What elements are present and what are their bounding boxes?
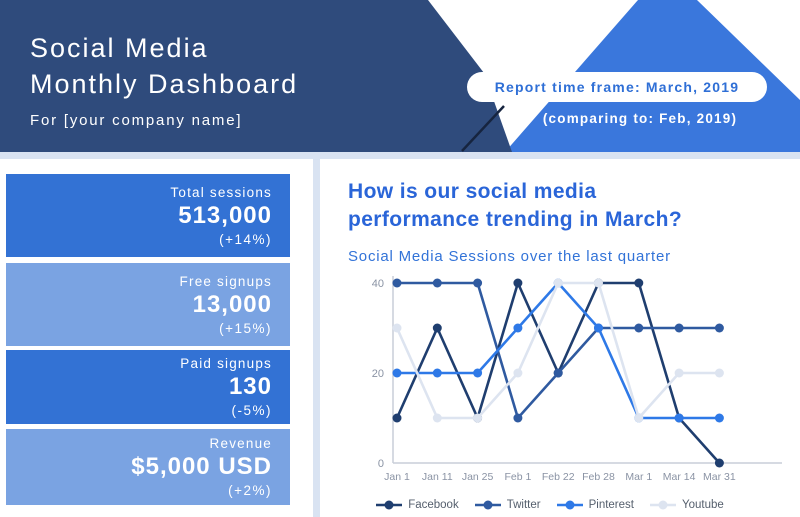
data-point-pinterest [513, 324, 522, 333]
y-tick-label: 20 [371, 368, 384, 380]
legend-item-youtube [650, 499, 724, 511]
stat-card-revenue [6, 429, 290, 505]
data-point-youtube [594, 279, 603, 288]
legend-item-facebook [376, 499, 459, 511]
data-point-youtube [554, 279, 563, 288]
data-point-twitter [513, 414, 522, 423]
title-line-1: Social Media [30, 33, 209, 63]
x-tick-label: Mar 14 [662, 471, 696, 483]
y-tick-label: 0 [377, 458, 384, 470]
page-title [30, 30, 298, 102]
series-line-youtube [397, 283, 719, 418]
data-point-twitter [473, 279, 482, 288]
stat-change: (-5%) [231, 403, 272, 418]
data-point-pinterest [473, 369, 482, 378]
chart-canvas [348, 268, 792, 492]
data-point-twitter [393, 279, 402, 288]
chart-title: Social Media Sessions over the last quarter [348, 248, 671, 265]
company-placeholder: For [your company name] [30, 112, 243, 129]
legend-marker-facebook-icon [376, 500, 402, 510]
stat-change: (+14%) [219, 231, 272, 247]
data-point-pinterest [433, 369, 442, 378]
data-point-facebook [634, 279, 643, 288]
data-point-facebook [393, 414, 402, 423]
x-tick-label: Mar 31 [703, 471, 736, 483]
data-point-youtube [634, 414, 643, 423]
sessions-line-chart [348, 268, 792, 514]
vertical-divider [313, 159, 320, 517]
data-point-youtube [715, 369, 724, 378]
data-point-pinterest [715, 414, 724, 423]
legend-item-pinterest [557, 499, 634, 511]
stat-change: (+15%) [219, 320, 272, 336]
stat-label: Total sessions [170, 184, 272, 200]
x-tick-label: Feb 1 [504, 471, 532, 483]
chart-legend [348, 499, 752, 511]
legend-marker-pinterest-icon [557, 500, 583, 510]
legend-label: Pinterest [588, 499, 634, 511]
header [0, 0, 800, 152]
x-tick-label: Mar 1 [625, 471, 653, 483]
legend-label: Facebook [408, 499, 459, 511]
data-point-youtube [393, 324, 402, 333]
series-line-pinterest [397, 283, 719, 418]
data-point-twitter [554, 369, 563, 378]
data-point-youtube [473, 414, 482, 423]
data-point-twitter [433, 279, 442, 288]
data-point-facebook [715, 459, 724, 468]
legend-marker-youtube-icon [650, 500, 676, 510]
stat-value: 13,000 [192, 290, 272, 318]
data-point-facebook [433, 324, 442, 333]
legend-item-twitter [475, 499, 541, 511]
series-line-twitter [397, 283, 719, 418]
stat-card-total-sessions [6, 174, 290, 257]
y-tick-label: 40 [371, 278, 384, 290]
stat-change: (+2%) [228, 483, 272, 498]
x-tick-label: Jan 1 [384, 471, 410, 483]
data-point-twitter [675, 324, 684, 333]
data-point-facebook [513, 279, 522, 288]
stat-value: 130 [228, 373, 272, 400]
stat-value: 513,000 [178, 201, 272, 229]
data-point-pinterest [675, 414, 684, 423]
stat-card-paid-signups [6, 350, 290, 424]
legend-label: Twitter [506, 499, 541, 511]
x-tick-label: Feb 22 [541, 471, 575, 483]
report-timeframe-badge: Report time frame: March, 2019 [467, 72, 767, 102]
data-point-pinterest [594, 324, 603, 333]
stat-label: Paid signups [180, 356, 272, 371]
data-point-pinterest [393, 369, 402, 378]
horizontal-divider [0, 152, 800, 159]
data-point-youtube [433, 414, 442, 423]
legend-label: Youtube [681, 499, 724, 511]
data-point-youtube [675, 369, 684, 378]
section-heading: How is our social media performance trending in March? [348, 180, 683, 231]
data-point-youtube [513, 369, 522, 378]
title-line-2: Monthly Dashboard [30, 69, 299, 99]
stat-value: $5,000 USD [131, 453, 272, 480]
comparison-label: (comparing to: Feb, 2019) [542, 111, 738, 126]
stat-card-free-signups [6, 263, 290, 346]
x-tick-label: Jan 25 [461, 471, 494, 483]
data-point-twitter [634, 324, 643, 333]
legend-marker-twitter-icon [475, 500, 501, 510]
stat-label: Revenue [209, 436, 272, 451]
stat-label: Free signups [179, 273, 272, 289]
data-point-twitter [715, 324, 724, 333]
x-tick-label: Jan 11 [421, 471, 453, 483]
x-tick-label: Feb 28 [582, 471, 615, 483]
